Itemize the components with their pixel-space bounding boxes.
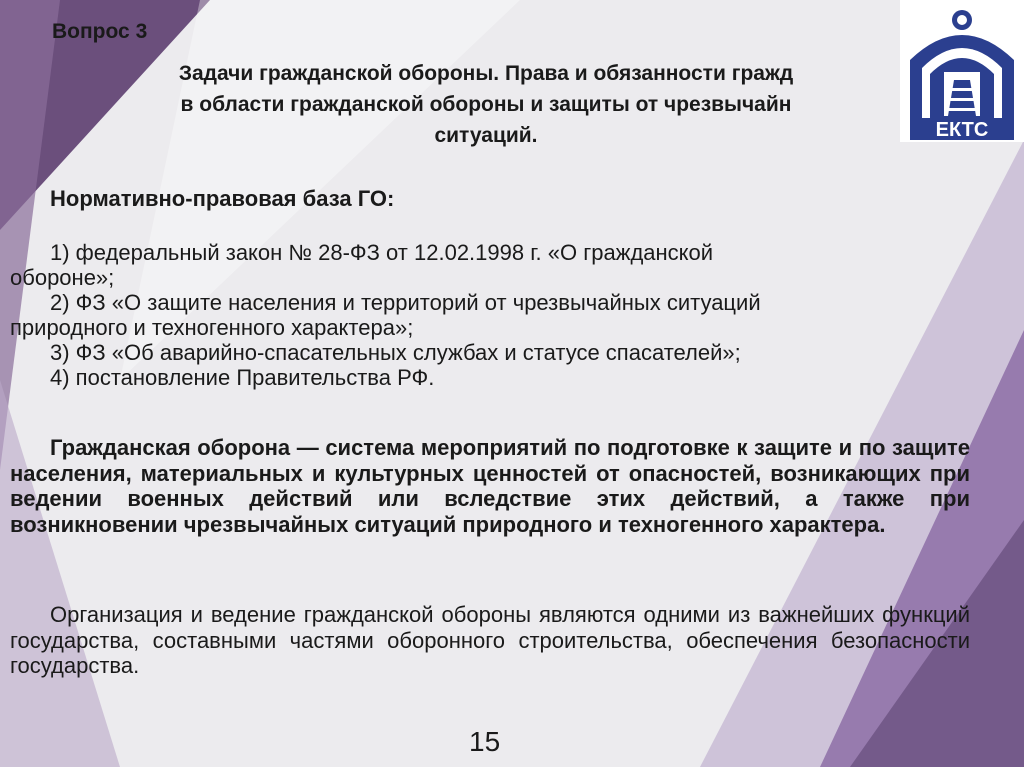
page-number: 15 xyxy=(469,726,501,757)
title-line-2: в области гражданской обороны и защиты от чрезвычайн xyxy=(180,93,792,116)
list-item: 4) постановление Правительства РФ. xyxy=(50,365,435,390)
logo-text: ЕКТС xyxy=(935,119,989,141)
law-list xyxy=(10,240,970,390)
list-item: обороне»; xyxy=(10,265,115,290)
list-item: 1) федеральный закон № 28-ФЗ от 12.02.1998 г. «О гражданской xyxy=(50,240,714,265)
section-heading: Нормативно-правовая база ГО: xyxy=(50,186,395,211)
title-line-1: Задачи гражданской обороны. Права и обязанности гражд xyxy=(178,62,794,85)
list-item: 3) ФЗ «Об аварийно-спасательных службах и статусе спасателей»; xyxy=(50,340,741,365)
list-item: 2) ФЗ «О защите населения и территорий от чрезвычайных ситуаций xyxy=(50,290,761,315)
question-label: Вопрос 3 xyxy=(52,20,148,43)
college-emblem-icon xyxy=(900,0,1024,142)
list-item: природного и техногенного характера»; xyxy=(10,315,414,340)
body-paragraph: Организация и ведение гражданской обороны являются одними из важнейших функций государства, составными частями оборонного строительства, обеспечения безопасности государства. xyxy=(10,602,970,678)
college-logo xyxy=(900,0,1024,142)
slide-title xyxy=(56,58,916,151)
title-line-3: ситуаций. xyxy=(434,124,538,147)
definition-paragraph: Гражданская оборона — система мероприятий по подготовке к защите и по защите населения, материальных и культурных ценностей от опасностей, возникающих при ведении военных действий или вследствие этих действий, а также при возникновении чрезвычайных ситуаций природного и техногенного характера. xyxy=(10,435,970,537)
